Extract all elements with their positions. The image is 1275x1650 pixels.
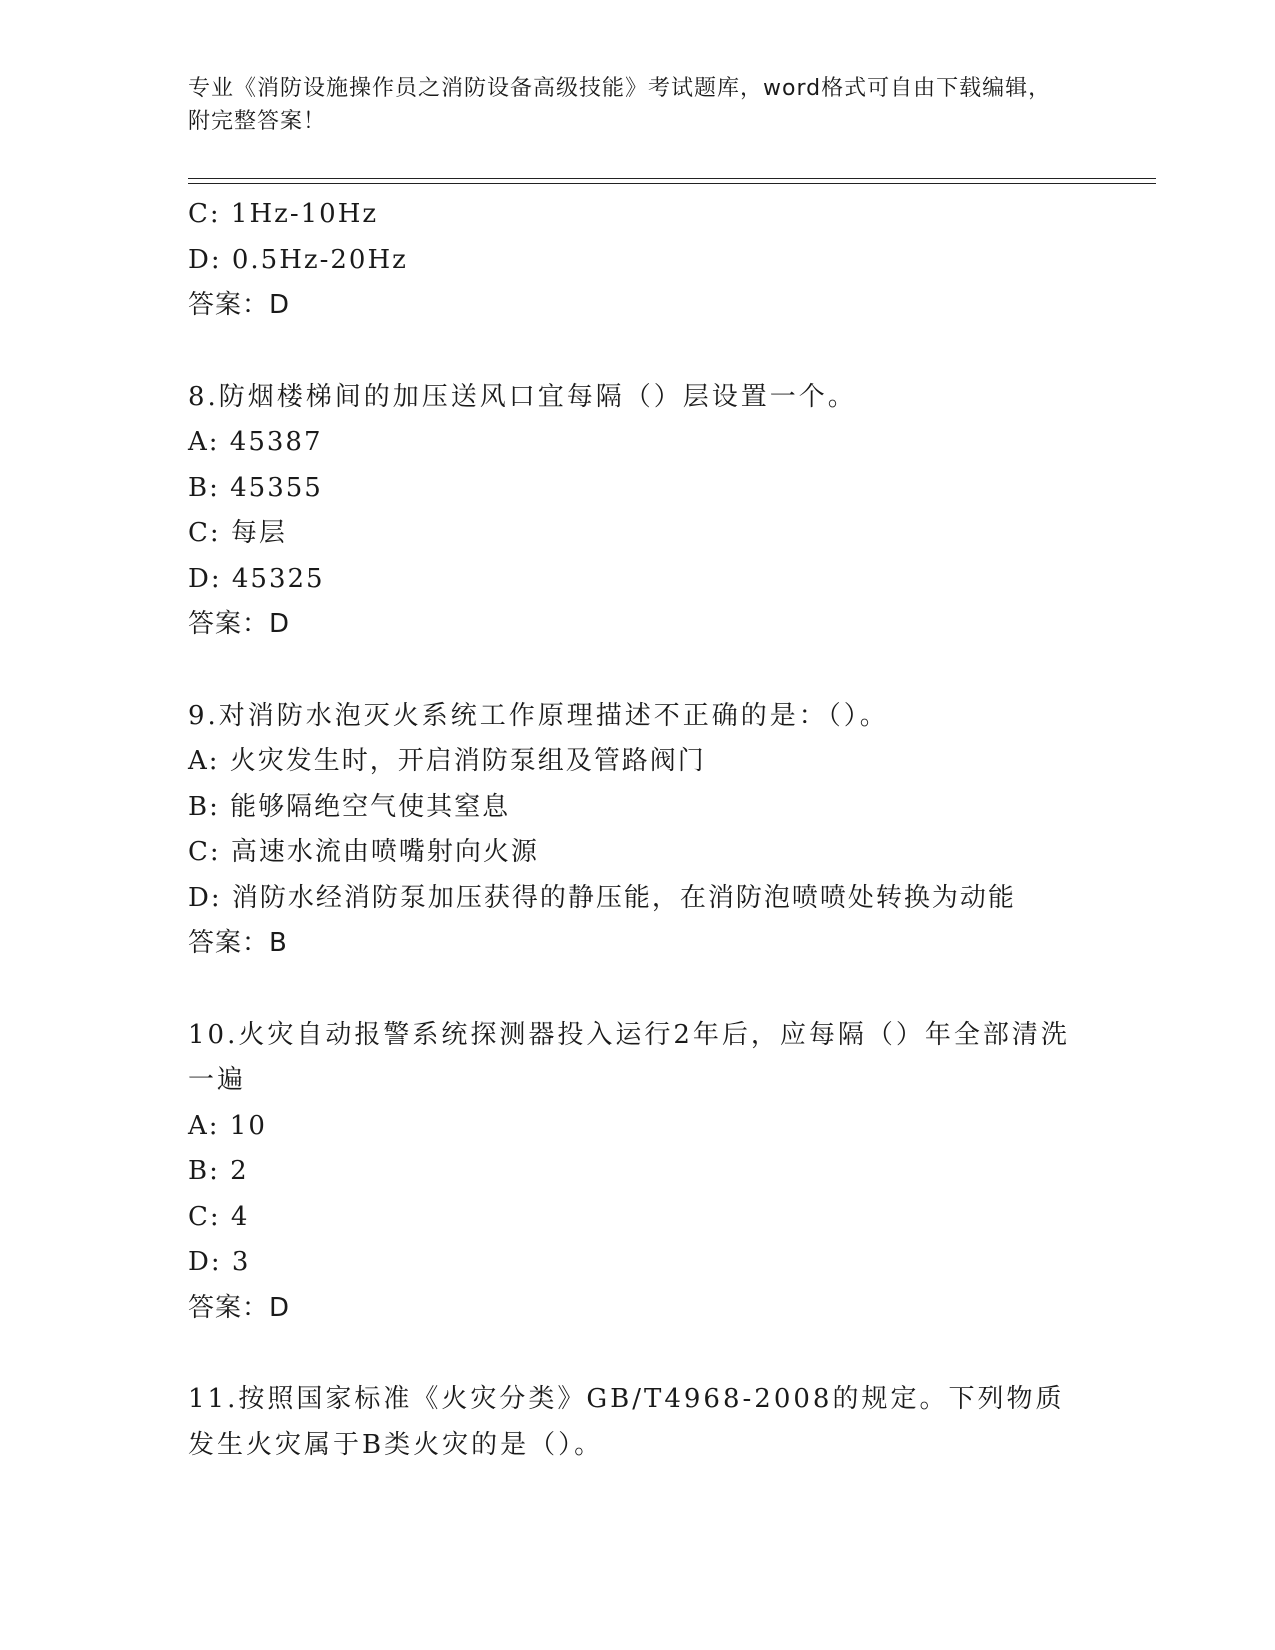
option-c: C: 1Hz-10Hz — [188, 199, 379, 229]
question-9 — [188, 694, 1088, 967]
document-header: 专业《消防设施操作员之消防设备高级技能》考试题库，word格式可自由下载编辑，附完整答案！ — [188, 76, 1052, 134]
option-c: C: 每层 — [188, 518, 287, 548]
question-10 — [188, 1013, 1088, 1332]
question-title: 10.火灾自动报警系统探测器投入运行2年后，应每隔（）年全部清洗一遍 — [188, 1019, 1070, 1095]
answer-line: 答案：D — [188, 1292, 291, 1323]
option-b: B: 45355 — [188, 472, 323, 503]
question-11 — [188, 1377, 1088, 1468]
option-a: A: 火灾发生时，开启消防泵组及管路阀门 — [188, 746, 706, 776]
question-list — [188, 192, 1088, 1468]
header-rule-bottom — [188, 183, 1156, 184]
option-d: D: 消防水经消防泵加压获得的静压能，在消防泡喷喷处转换为动能 — [188, 882, 1016, 913]
answer-line: 答案：D — [188, 609, 291, 639]
option-a: A: 45387 — [188, 427, 323, 457]
option-c: C: 4 — [188, 1201, 250, 1232]
option-c: C: 高速水流由喷嘴射向火源 — [188, 837, 539, 867]
answer-line: 答案：D — [188, 290, 291, 320]
option-d: D: 0.5Hz-20Hz — [188, 244, 408, 275]
option-b: B: 2 — [188, 1156, 249, 1186]
option-d: D: 45325 — [188, 563, 325, 594]
previous-question-tail — [188, 192, 1088, 329]
answer-line: 答案：B — [188, 928, 288, 958]
question-title: 8.防烟楼梯间的加压送风口宜每隔（）层设置一个。 — [188, 381, 857, 412]
header-rule-top — [188, 178, 1156, 179]
question-8 — [188, 375, 1088, 648]
option-a: A: 10 — [188, 1110, 267, 1141]
option-b: B: 能够隔绝空气使其窒息 — [188, 791, 511, 822]
question-title: 9.对消防水泡灭火系统工作原理描述不正确的是：（）。 — [188, 700, 889, 731]
option-d: D: 3 — [188, 1247, 251, 1277]
question-title: 11.按照国家标准《火灾分类》GB/T4968-2008的规定。下列物质发生火灾属于B类火灾的是（）。 — [188, 1384, 1065, 1460]
